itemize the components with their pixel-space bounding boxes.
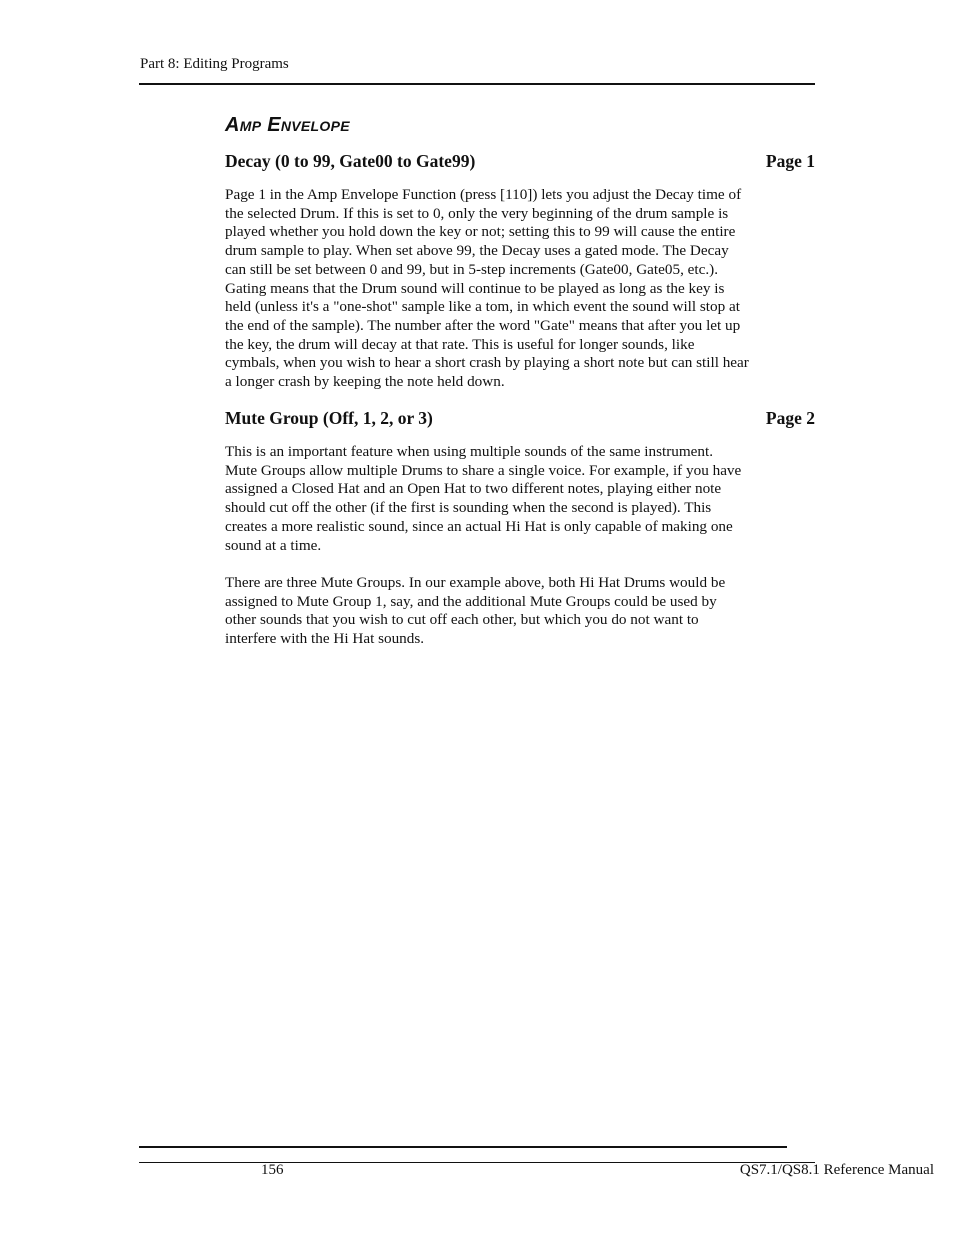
param-heading-mute-group [225, 408, 815, 429]
text-line: Mute Groups allow multiple Drums to share a single voice. For example, if you have [225, 461, 742, 479]
text-line: cymbals, when you wish to hear a short crash by playing a short note but can still hear [225, 354, 749, 372]
mute-group-paragraph-2 [225, 574, 825, 649]
text-line: creates a more realistic sound, since an actual Hi Hat is only capable of making one [225, 517, 733, 535]
text-line: This is an important feature when using multiple sounds of the same instrument. [225, 443, 714, 460]
page-number: 156 [261, 1162, 284, 1178]
param-heading-decay [225, 151, 815, 172]
text-line: drum sample to play. When set above 99, the Decay uses a gated mode. The Decay [225, 242, 729, 260]
text-line: a longer crash by keeping the note held down. [225, 373, 505, 391]
text-line: sound at a time. [225, 536, 322, 554]
text-line: the selected Drum. If this is set to 0, only the very beginning of the drum sample is [225, 204, 729, 222]
param-page-label: Page 2 [765, 408, 815, 428]
param-page-label: Page 1 [765, 151, 815, 171]
text-line: can still be set between 0 and 99, but in 5-step increments (Gate00, Gate05, etc.). [225, 260, 719, 278]
text-line: There are three Mute Groups. In our example above, both Hi Hat Drums would be [225, 574, 726, 591]
decay-paragraph [225, 186, 825, 392]
footer-rule-thin [139, 1162, 815, 1163]
text-line: other sounds that you wish to cut off each other, but which you do not want to [225, 611, 699, 629]
text-line: the key, the drum will decay at that rate. This is useful for longer sounds, like [225, 335, 695, 353]
text-line: assigned a Closed Hat and an Open Hat to two different notes, playing either note [225, 480, 722, 498]
running-head: Part 8: Editing Programs [140, 56, 289, 72]
text-line: Gating means that the Drum sound will continue to be played as long as the key is [225, 279, 725, 297]
text-line: held (unless it's a "one-shot" sample like a tom, in which event the sound will stop at [225, 298, 740, 316]
param-heading-text: Decay (0 to 99, Gate00 to Gate99) [225, 151, 476, 171]
section-title: Amp Envelope [225, 114, 350, 136]
text-line: the end of the sample). The number after the word "Gate" means that after you let up [225, 316, 741, 334]
footer-rule-thick [139, 1146, 787, 1148]
header-rule [139, 83, 815, 85]
text-line: played whether you hold down the key or not; setting this to 99 will cause the entire [225, 223, 736, 241]
text-line: assigned to Mute Group 1, say, and the additional Mute Groups could be used by [225, 592, 717, 610]
text-line: Page 1 in the Amp Envelope Function (press [110]) lets you adjust the Decay time of [225, 186, 742, 203]
mute-group-paragraph-1 [225, 443, 825, 555]
manual-title: QS7.1/QS8.1 Reference Manual [739, 1162, 934, 1178]
text-line: interfere with the Hi Hat sounds. [225, 630, 425, 648]
param-heading-text: Mute Group (Off, 1, 2, or 3) [225, 408, 433, 428]
text-line: should cut off the other (if the first is sounding when the second is played). This [225, 499, 712, 517]
